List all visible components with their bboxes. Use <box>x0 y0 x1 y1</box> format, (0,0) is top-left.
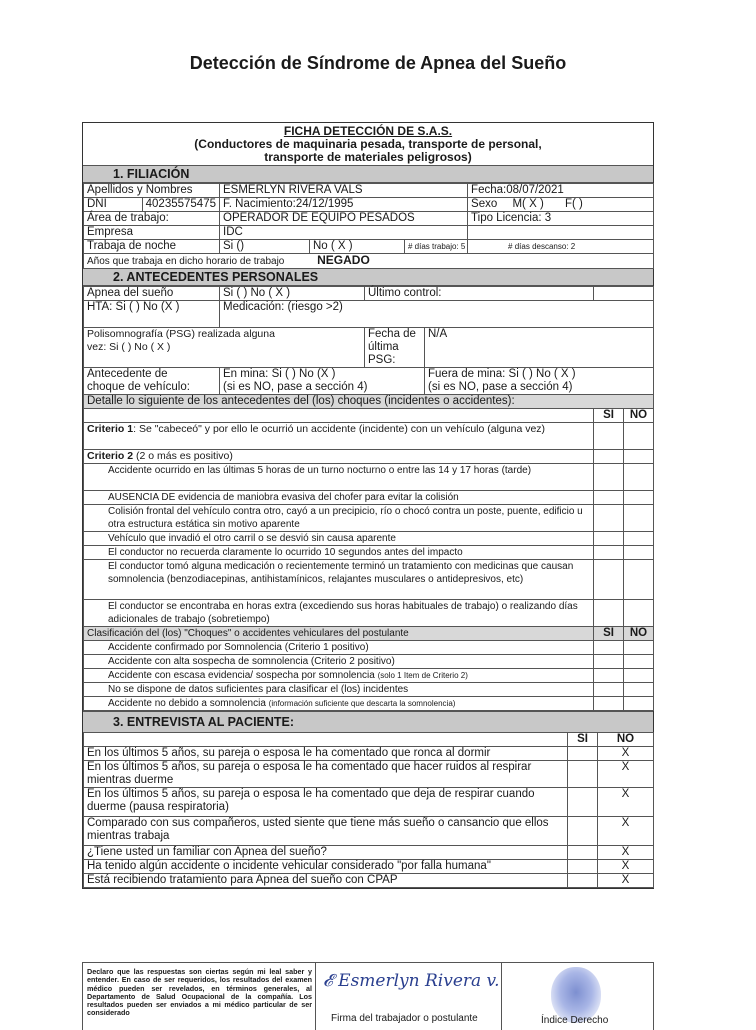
sexo-f: F( ) <box>564 198 583 210</box>
form-header-subtitle-2: transporte de materiales peligrosos) <box>264 150 472 164</box>
criterio-2 <box>84 450 594 464</box>
clasificacion-item <box>84 669 594 683</box>
answer-si <box>568 846 598 860</box>
noche-si: Si () <box>220 240 310 254</box>
answer-si <box>568 788 598 817</box>
anos-value: NEGADO <box>317 253 370 267</box>
entrevista-table <box>83 732 654 888</box>
si-header: SI <box>594 409 624 423</box>
section-entrevista-title: 3. ENTREVISTA AL PACIENTE: <box>83 711 653 732</box>
answer-si <box>568 817 598 846</box>
answer-si <box>568 860 598 874</box>
item-si <box>594 669 624 683</box>
area-value: OPERADOR DE EQUIPO PESADOS <box>220 212 468 226</box>
fecha-psg-label-1: Fecha de <box>368 328 416 340</box>
criterio-1-si <box>594 423 624 450</box>
item-no <box>624 464 654 491</box>
clasificacion-item <box>84 697 594 711</box>
entrevista-si-header: SI <box>568 733 598 747</box>
criterio-item: El conductor se encontraba en horas extra (excediendo sus horas habituales de trabajo) o realizando días adicionales de trabajo (sobretiempo) <box>84 600 594 627</box>
psg-question: Polisomnografía (PSG) realizada alguna <box>87 328 275 340</box>
question-text: Comparado con sus compañeros, usted siente que tiene más sueño o cansancio que ellos mientras trabaja <box>84 817 568 846</box>
dni-label: DNI <box>87 198 107 210</box>
clasificacion-item-note: (solo 1 Item de Criterio 2) <box>377 671 468 680</box>
form-header <box>83 123 653 166</box>
item-no <box>624 532 654 546</box>
document-title: Detección de Síndrome de Apnea del Sueño <box>189 53 567 73</box>
form-header-subtitle-1: (Conductores de maquinaria pesada, transporte de personal, <box>194 137 542 151</box>
fingerprint-label: Índice Derecho <box>541 1015 609 1026</box>
licencia-value: Tipo Licencia: 3 <box>468 212 654 226</box>
detalle-blank <box>84 409 594 423</box>
apnea-label: Apnea del sueño <box>84 287 220 301</box>
criterio-item: El conductor tomó alguna medicación o recientemente terminó un tratamiento con medicinas que causan somnolencia (benzodiacepinas, antihistamínicos, relajantes musculares o antidepresivos, etc) <box>84 560 594 600</box>
detalle-header: Detalle lo siguiente de los antecedentes del (los) choques (incidentes o accidentes): <box>84 395 654 409</box>
clasif-no-header: NO <box>624 627 654 641</box>
question-text: Está recibiendo tratamiento para Apnea del sueño con CPAP <box>84 874 568 888</box>
item-no <box>624 491 654 505</box>
question-text: En los últimos 5 años, su pareja o esposa le ha comentado que ronca al dormir <box>84 747 568 761</box>
no-header: NO <box>624 409 654 423</box>
answer-no: X <box>598 761 654 788</box>
item-no <box>624 683 654 697</box>
item-no <box>624 546 654 560</box>
criterio-1 <box>84 423 594 450</box>
clasificacion-item-note: (información suficiente que descarta la somnolencia) <box>268 699 456 708</box>
item-si <box>594 464 624 491</box>
sexo-label: Sexo <box>471 198 498 210</box>
empresa-value: IDC <box>220 226 468 240</box>
clasif-si-header: SI <box>594 627 624 641</box>
answer-no: X <box>598 860 654 874</box>
item-si <box>594 546 624 560</box>
section-antecedentes-title: 2. ANTECEDENTES PERSONALES <box>83 269 653 286</box>
signature-label: Firma del trabajador o postulante <box>331 1013 478 1024</box>
anos-row <box>84 254 654 269</box>
apellidos-label: Apellidos y Nombres <box>84 184 220 198</box>
anos-label: Años que trabaja en dicho horario de trabajo <box>87 256 285 267</box>
choque-label <box>84 368 220 395</box>
question-text: Ha tenido algún accidente o incidente vehicular considerado "por falla humana" <box>84 860 568 874</box>
entrevista-blank <box>84 733 568 747</box>
criterio-item: AUSENCIA DE evidencia de maniobra evasiva del chofer para evitar la colisión <box>84 491 594 505</box>
answer-no: X <box>598 747 654 761</box>
control-value <box>594 287 654 301</box>
clasificacion-item-text: Accidente no debido a somnolencia <box>108 698 266 709</box>
mina-cell <box>220 368 425 395</box>
dni-cell <box>84 198 220 212</box>
item-no <box>624 655 654 669</box>
signature-divider <box>501 963 502 1030</box>
answer-no: X <box>598 874 654 888</box>
criterio-item: El conductor no recuerda claramente lo ocurrido 10 segundos antes del impacto <box>84 546 594 560</box>
empresa-label: Empresa <box>84 226 220 240</box>
item-si <box>594 532 624 546</box>
psg-value: N/A <box>425 328 654 368</box>
item-no <box>624 505 654 532</box>
criterio-2-no <box>624 450 654 464</box>
declaration-box <box>82 962 654 1030</box>
question-text: En los últimos 5 años, su pareja o esposa le ha comentado que deja de respirar cuando duerme (pausa respiratoria) <box>84 788 568 817</box>
dias-descanso: # días descanso: 2 <box>468 240 654 254</box>
clasificacion-item: Accidente con alta sospecha de somnolencia (Criterio 2 positivo) <box>84 655 594 669</box>
item-no <box>624 560 654 600</box>
fecha-value: Fecha:08/07/2021 <box>468 184 654 198</box>
item-si <box>594 683 624 697</box>
item-no <box>624 600 654 627</box>
sexo-cell <box>468 198 654 212</box>
clasificacion-header: Clasificación del (los) "Choques" o accidentes vehiculares del postulante <box>84 627 594 641</box>
question-text: En los últimos 5 años, su pareja o esposa le ha comentado que hacer ruidos al respirar mientras duerme <box>84 761 568 788</box>
fuera-mina-cell <box>425 368 654 395</box>
mina-note: (si es NO, pase a sección 4) <box>223 381 368 393</box>
area-label: Área de trabajo: <box>84 212 220 226</box>
question-text: ¿Tiene usted un familiar con Apnea del sueño? <box>84 846 568 860</box>
declaration-divider <box>315 963 316 1030</box>
psg-answer: vez: Si ( ) No ( X ) <box>87 341 171 353</box>
criterio-item: Vehículo que invadió el otro carril o se desvió sin causa aparente <box>84 532 594 546</box>
criterio-2-text: (2 o más es positivo) <box>133 450 233 462</box>
answer-si <box>568 874 598 888</box>
criterio-1-text: : Se "cabeceó" y por ello le ocurrió un accidente (incidente) con un vehículo (alguna vez) <box>133 423 546 435</box>
item-si <box>594 505 624 532</box>
item-si <box>594 560 624 600</box>
entrevista-no-header: NO <box>598 733 654 747</box>
antecedentes-table <box>83 286 654 711</box>
answer-si <box>568 761 598 788</box>
answer-no: X <box>598 788 654 817</box>
dni-value: 40235575475 <box>142 198 216 211</box>
fuera-mina-note: (si es NO, pase a sección 4) <box>428 381 573 393</box>
clasificacion-item-text: Accidente con escasa evidencia/ sospecha por somnolencia <box>108 670 375 681</box>
declaration-text: Declaro que las respuestas son ciertas según mi leal saber y entender. En caso de ser requeridos, los resultados del examen médico pueden ser revelados, en términos generales, al Departamento de Salud Ocupacional de la compañía. Los resultados pueden ser enviados a mi médico particular de ser considerado <box>87 967 312 1018</box>
criterio-1-no <box>624 423 654 450</box>
dias-trabajo: # días trabajo: 5 <box>405 240 468 254</box>
fuera-mina-answer: Fuera de mina: Si ( ) No ( X ) <box>428 368 576 380</box>
choque-label-1: Antecedente de <box>87 368 168 380</box>
criterio-item: Accidente ocurrido en las últimas 5 horas de un turno nocturno o entre las 14 y 17 horas (tarde) <box>84 464 594 491</box>
control-label: Último control: <box>365 287 594 301</box>
item-no <box>624 641 654 655</box>
answer-no: X <box>598 817 654 846</box>
filiacion-table <box>83 183 654 269</box>
item-si <box>594 491 624 505</box>
item-si <box>594 697 624 711</box>
mina-answer: En mina: Si ( ) No (X ) <box>223 368 336 380</box>
psg-cell <box>84 328 365 368</box>
nacimiento-value: F. Nacimiento:24/12/1995 <box>220 198 468 212</box>
empresa-blank <box>468 226 654 240</box>
item-no <box>624 669 654 683</box>
answer-no: X <box>598 846 654 860</box>
form-header-title: FICHA DETECCIÓN DE S.A.S. <box>283 124 453 138</box>
criterio-2-label: Criterio 2 <box>87 450 134 462</box>
criterio-1-label: Criterio 1 <box>87 423 134 435</box>
answer-si <box>568 747 598 761</box>
criterio-item: Colisión frontal del vehículo contra otro, cayó a un precipicio, río o chocó contra un poste, puente, edificio u otra estructura estática sin motivo aparente <box>84 505 594 532</box>
criterio-2-si <box>594 450 624 464</box>
clasificacion-item: Accidente confirmado por Somnolencia (Criterio 1 positivo) <box>84 641 594 655</box>
clasificacion-item: No se dispone de datos suficientes para clasificar el (los) incidentes <box>84 683 594 697</box>
item-si <box>594 655 624 669</box>
sas-form <box>82 122 654 889</box>
noche-label: Trabaja de noche <box>84 240 220 254</box>
choque-label-2: choque de vehículo: <box>87 381 190 393</box>
hta-value: HTA: Si ( ) No (X ) <box>84 301 220 328</box>
worker-signature: 𝓔 Esmerlyn Rivera v. <box>323 971 500 991</box>
apnea-value: Si ( ) No ( X ) <box>220 287 365 301</box>
medicacion-label: Medicación: (riesgo >2) <box>220 301 654 328</box>
fecha-psg-label-2: última PSG: <box>368 341 399 366</box>
item-si <box>594 600 624 627</box>
noche-no: No ( X ) <box>310 240 405 254</box>
fecha-psg-cell <box>365 328 425 368</box>
signature-text: Esmerlyn Rivera v. <box>338 971 500 991</box>
section-filiacion-title: 1. FILIACIÓN <box>83 166 653 183</box>
item-si <box>594 641 624 655</box>
apellidos-value: ESMERLYN RIVERA VALS <box>220 184 468 198</box>
item-no <box>624 697 654 711</box>
sexo-m: M( X ) <box>512 198 544 210</box>
